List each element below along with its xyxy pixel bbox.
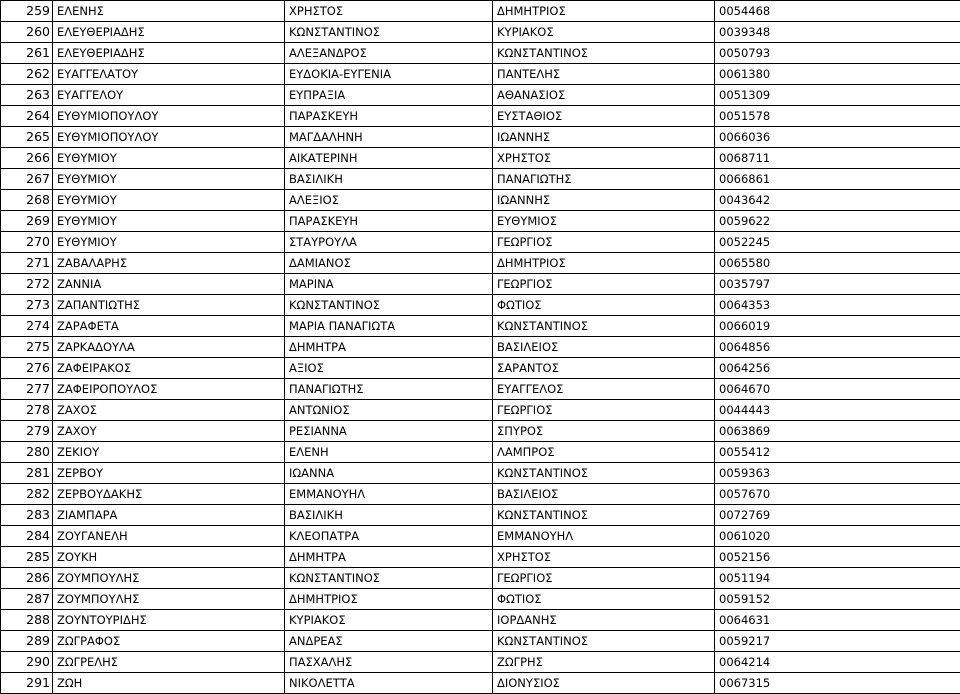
father-name-cell: ΒΑΣΙΛΕΙΟΣ [493,337,715,358]
table-row [1,526,960,547]
father-name-cell: ΚΩΝΣΤΑΝΤΙΝΟΣ [493,505,715,526]
first-name-cell: ΑΝΤΩΝΙΟΣ [285,400,493,421]
table-row [1,484,960,505]
surname-cell: ΕΥΘΥΜΙΟΥ [53,211,285,232]
father-name-cell: ΓΕΩΡΓΙΟΣ [493,274,715,295]
table-row [1,232,960,253]
table-row [1,211,960,232]
first-name-cell: ΔΗΜΗΤΡΑ [285,547,493,568]
code-cell: 0064353 [715,295,960,316]
surname-cell: ΖΕΡΒΟΥ [53,463,285,484]
row-number: 285 [1,547,53,568]
code-cell: 0066861 [715,169,960,190]
row-number: 284 [1,526,53,547]
surname-cell: ΖΟΥΓΑΝΕΛΗ [53,526,285,547]
father-name-cell: ΙΩΑΝΝΗΣ [493,190,715,211]
row-number: 289 [1,631,53,652]
first-name-cell: ΔΗΜΗΤΡΙΟΣ [285,589,493,610]
row-number: 280 [1,442,53,463]
first-name-cell: ΑΙΚΑΤΕΡΙΝΗ [285,148,493,169]
father-name-cell: ΙΩΑΝΝΗΣ [493,127,715,148]
code-cell: 0050793 [715,43,960,64]
first-name-cell: ΔΗΜΗΤΡΑ [285,337,493,358]
table-row [1,295,960,316]
first-name-cell: ΕΜΜΑΝΟΥΗΛ [285,484,493,505]
row-number: 272 [1,274,53,295]
row-number: 286 [1,568,53,589]
table-row [1,673,960,694]
father-name-cell: ΓΕΩΡΓΙΟΣ [493,400,715,421]
code-cell: 0064670 [715,379,960,400]
first-name-cell: ΚΛΕΟΠΑΤΡΑ [285,526,493,547]
father-name-cell: ΧΡΗΣΤΟΣ [493,148,715,169]
first-name-cell: ΑΛΕΞΙΟΣ [285,190,493,211]
surname-cell: ΖΕΡΒΟΥΔΑΚΗΣ [53,484,285,505]
row-number: 263 [1,85,53,106]
row-number: 267 [1,169,53,190]
surname-cell: ΖΟΥΜΠΟΥΛΗΣ [53,589,285,610]
father-name-cell: ΕΥΑΓΓΕΛΟΣ [493,379,715,400]
table-row [1,337,960,358]
father-name-cell: ΦΩΤΙΟΣ [493,295,715,316]
table-row [1,505,960,526]
code-cell: 0055412 [715,442,960,463]
row-number: 262 [1,64,53,85]
first-name-cell: ΧΡΗΣΤΟΣ [285,1,493,22]
surname-cell: ΖΑΡΑΦΕΤΑ [53,316,285,337]
surname-cell: ΕΥΘΥΜΙΟΥ [53,190,285,211]
row-number: 290 [1,652,53,673]
code-cell: 0059152 [715,589,960,610]
father-name-cell: ΣΑΡΑΝΤΟΣ [493,358,715,379]
row-number: 273 [1,295,53,316]
table-row [1,379,960,400]
code-cell: 0066036 [715,127,960,148]
code-cell: 0059363 [715,463,960,484]
surname-cell: ΕΥΘΥΜΙΟΠΟΥΛΟΥ [53,106,285,127]
surname-cell: ΖΙΑΜΠΑΡΑ [53,505,285,526]
code-cell: 0063869 [715,421,960,442]
surname-cell: ΖΑΒΑΛΑΡΗΣ [53,253,285,274]
first-name-cell: ΜΑΓΔΑΛΗΝΗ [285,127,493,148]
first-name-cell: ΑΝΔΡΕΑΣ [285,631,493,652]
row-number: 291 [1,673,53,694]
row-number: 264 [1,106,53,127]
father-name-cell: ΓΕΩΡΓΙΟΣ [493,568,715,589]
row-number: 276 [1,358,53,379]
table-body [1,1,960,694]
code-cell: 0052245 [715,232,960,253]
table-row [1,442,960,463]
first-name-cell: ΔΑΜΙΑΝΟΣ [285,253,493,274]
surname-cell: ΕΛΕΥΘΕΡΙΑΔΗΣ [53,43,285,64]
first-name-cell: ΡΕΣΙΑΝΝΑ [285,421,493,442]
code-cell: 0065580 [715,253,960,274]
table-row [1,190,960,211]
table-row [1,589,960,610]
table-row [1,316,960,337]
row-number: 266 [1,148,53,169]
code-cell: 0039348 [715,22,960,43]
code-cell: 0068711 [715,148,960,169]
surname-cell: ΕΥΑΓΓΕΛΑΤΟΥ [53,64,285,85]
father-name-cell: ΕΜΜΑΝΟΥΗΛ [493,526,715,547]
surname-cell: ΖΩΓΡΑΦΟΣ [53,631,285,652]
code-cell: 0035797 [715,274,960,295]
surname-cell: ΖΑΝΝΙΑ [53,274,285,295]
father-name-cell: ΚΩΝΣΤΑΝΤΙΝΟΣ [493,463,715,484]
first-name-cell: ΙΩΑΝΝΑ [285,463,493,484]
code-cell: 0044443 [715,400,960,421]
first-name-cell: ΚΩΝΣΤΑΝΤΙΝΟΣ [285,568,493,589]
first-name-cell: ΝΙΚΟΛΕΤΤΑ [285,673,493,694]
first-name-cell: ΒΑΣΙΛΙΚΗ [285,505,493,526]
table-row [1,1,960,22]
father-name-cell: ΠΑΝΑΓΙΩΤΗΣ [493,169,715,190]
first-name-cell: ΚΩΝΣΤΑΝΤΙΝΟΣ [285,22,493,43]
table-row [1,127,960,148]
code-cell: 0064214 [715,652,960,673]
father-name-cell: ΓΕΩΡΓΙΟΣ [493,232,715,253]
father-name-cell: ΔΗΜΗΤΡΙΟΣ [493,1,715,22]
code-cell: 0064256 [715,358,960,379]
surname-cell: ΖΕΚΙΟΥ [53,442,285,463]
father-name-cell: ΒΑΣΙΛΕΙΟΣ [493,484,715,505]
code-cell: 0059217 [715,631,960,652]
first-name-cell: ΜΑΡΙΝΑ [285,274,493,295]
row-number: 259 [1,1,53,22]
surname-cell: ΕΥΘΥΜΙΟΥ [53,169,285,190]
first-name-cell: ΑΞΙΟΣ [285,358,493,379]
code-cell: 0072769 [715,505,960,526]
row-number: 265 [1,127,53,148]
row-number: 278 [1,400,53,421]
row-number: 288 [1,610,53,631]
surname-cell: ΕΥΑΓΓΕΛΟΥ [53,85,285,106]
row-number: 260 [1,22,53,43]
surname-cell: ΕΛΕΥΘΕΡΙΑΔΗΣ [53,22,285,43]
code-cell: 0061380 [715,64,960,85]
surname-cell: ΖΑΦΕΙΡΑΚΟΣ [53,358,285,379]
father-name-cell: ΚΩΝΣΤΑΝΤΙΝΟΣ [493,316,715,337]
surname-cell: ΖΑΡΚΑΔΟΥΛΑ [53,337,285,358]
father-name-cell: ΚΩΝΣΤΑΝΤΙΝΟΣ [493,43,715,64]
surname-cell: ΖΟΥΝΤΟΥΡΙΔΗΣ [53,610,285,631]
code-cell: 0061020 [715,526,960,547]
first-name-cell: ΜΑΡΙΑ ΠΑΝΑΓΙΩΤΑ [285,316,493,337]
table-row [1,274,960,295]
row-number: 270 [1,232,53,253]
father-name-cell: ΔΙΟΝΥΣΙΟΣ [493,673,715,694]
table-row [1,22,960,43]
table-row [1,169,960,190]
father-name-cell: ΦΩΤΙΟΣ [493,589,715,610]
surname-cell: ΖΑΠΑΝΤΙΩΤΗΣ [53,295,285,316]
row-number: 274 [1,316,53,337]
first-name-cell: ΠΑΡΑΣΚΕΥΗ [285,211,493,232]
code-cell: 0066019 [715,316,960,337]
first-name-cell: ΑΛΕΞΑΝΔΡΟΣ [285,43,493,64]
table-row [1,463,960,484]
row-number: 269 [1,211,53,232]
code-cell: 0052156 [715,547,960,568]
row-number: 282 [1,484,53,505]
code-cell: 0064631 [715,610,960,631]
first-name-cell: ΒΑΣΙΛΙΚΗ [285,169,493,190]
father-name-cell: ΙΟΡΔΑΝΗΣ [493,610,715,631]
surname-cell: ΕΥΘΥΜΙΟΠΟΥΛΟΥ [53,127,285,148]
surname-cell: ΕΛΕΝΗΣ [53,1,285,22]
surname-cell: ΖΑΦΕΙΡΟΠΟΥΛΟΣ [53,379,285,400]
table-row [1,253,960,274]
first-name-cell: ΕΥΔΟΚΙΑ-ΕΥΓΕΝΙΑ [285,64,493,85]
code-cell: 0054468 [715,1,960,22]
row-number: 287 [1,589,53,610]
first-name-cell: ΠΑΝΑΓΙΩΤΗΣ [285,379,493,400]
first-name-cell: ΕΥΠΡΑΞΙΑ [285,85,493,106]
surname-cell: ΕΥΘΥΜΙΟΥ [53,148,285,169]
code-cell: 0059622 [715,211,960,232]
code-cell: 0051309 [715,85,960,106]
row-number: 279 [1,421,53,442]
surname-cell: ΖΩΓΡΕΛΗΣ [53,652,285,673]
father-name-cell: ΔΗΜΗΤΡΙΟΣ [493,253,715,274]
table-row [1,85,960,106]
father-name-cell: ΕΥΣΤΑΘΙΟΣ [493,106,715,127]
surname-cell: ΖΟΥΜΠΟΥΛΗΣ [53,568,285,589]
father-name-cell: ΕΥΘΥΜΙΟΣ [493,211,715,232]
row-number: 268 [1,190,53,211]
surname-cell: ΖΟΥΚΗ [53,547,285,568]
father-name-cell: ΠΑΝΤΕΛΗΣ [493,64,715,85]
row-number: 281 [1,463,53,484]
father-name-cell: ΚΩΝΣΤΑΝΤΙΝΟΣ [493,631,715,652]
table-row [1,610,960,631]
first-name-cell: ΕΛΕΝΗ [285,442,493,463]
row-number: 261 [1,43,53,64]
table-row [1,64,960,85]
table-row [1,568,960,589]
surname-cell: ΖΑΧΟΣ [53,400,285,421]
father-name-cell: ΖΩΓΡΗΣ [493,652,715,673]
table-row [1,631,960,652]
table-row [1,652,960,673]
code-cell: 0051194 [715,568,960,589]
first-name-cell: ΠΑΡΑΣΚΕΥΗ [285,106,493,127]
father-name-cell: ΧΡΗΣΤΟΣ [493,547,715,568]
table-row [1,358,960,379]
code-cell: 0057670 [715,484,960,505]
table-row [1,106,960,127]
father-name-cell: ΣΠΥΡΟΣ [493,421,715,442]
surname-cell: ΖΩΗ [53,673,285,694]
father-name-cell: ΛΑΜΠΡΟΣ [493,442,715,463]
table-row [1,148,960,169]
first-name-cell: ΚΩΝΣΤΑΝΤΙΝΟΣ [285,295,493,316]
row-number: 275 [1,337,53,358]
father-name-cell: ΚΥΡΙΑΚΟΣ [493,22,715,43]
code-cell: 0067315 [715,673,960,694]
row-number: 271 [1,253,53,274]
first-name-cell: ΚΥΡΙΑΚΟΣ [285,610,493,631]
surname-cell: ΖΑΧΟΥ [53,421,285,442]
code-cell: 0043642 [715,190,960,211]
table-row [1,421,960,442]
table-row [1,400,960,421]
father-name-cell: ΑΘΑΝΑΣΙΟΣ [493,85,715,106]
row-number: 277 [1,379,53,400]
first-name-cell: ΣΤΑΥΡΟΥΛΑ [285,232,493,253]
surname-cell: ΕΥΘΥΜΙΟΥ [53,232,285,253]
table-row [1,547,960,568]
code-cell: 0064856 [715,337,960,358]
code-cell: 0051578 [715,106,960,127]
table-row [1,43,960,64]
row-number: 283 [1,505,53,526]
first-name-cell: ΠΑΣΧΑΛΗΣ [285,652,493,673]
